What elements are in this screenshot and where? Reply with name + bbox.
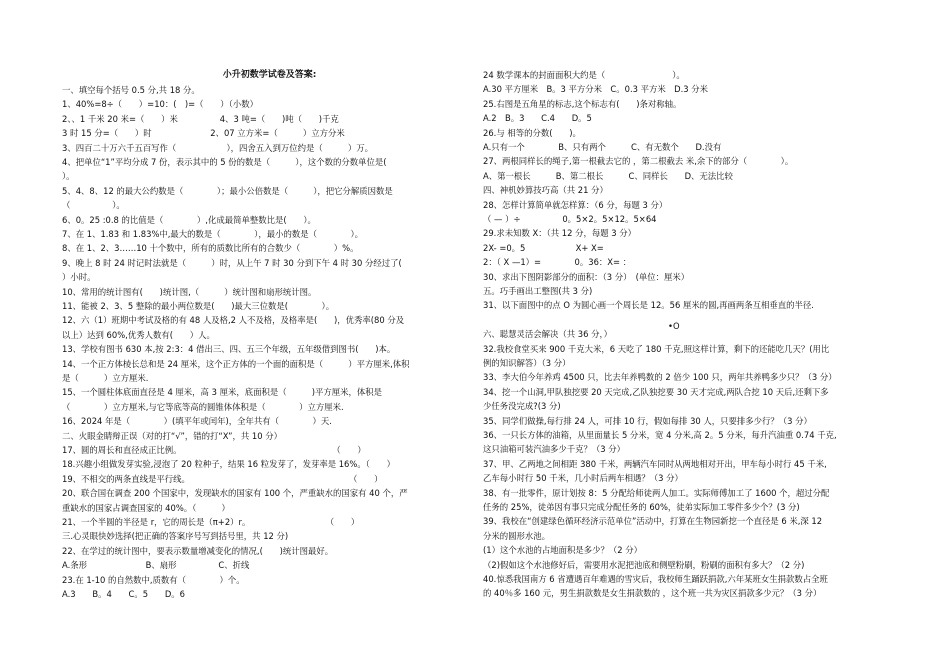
text-line: 40.惊悉我国南方 6 省遭遇百年难遇的雪灾后，我校师生踊跃捐款,六年某班女生捐款数占全班 [483,574,828,584]
text-line: 20、联合国在调查 200 个国家中，发现缺水的国家有 100 个，严重缺水的国家有 40 个，严 [62,488,408,499]
text-line: 9、晚上 8 时 24 时记时法就是（ ）时，从上午 7 时 30 分到下午 4 时 30 分经过了( [62,257,402,268]
text-line: 21、一个半圆的半径是 r，它的周长是（π+2）r。 （ ） [62,517,360,527]
text-line: 的 40％多 160 元，男生捐款数是女生捐款数的 ，这个班一共为灾区捐款多少元？（3 分） [483,588,822,599]
text-line: 23.在 1-10 的自然数中,质数有（ ）个。 [62,574,245,585]
text-line: 四、神机妙算技巧高（共 21 分） [483,185,608,196]
text-line: A.2 B。3 C.4 D。5 [483,113,592,124]
text-line: 六、聪慧灵活会解决（共 36 分，） [483,329,613,340]
text-line: 2、、1 千米 20 米=（ ）米 4、3 吨=（ )吨（ )千克 [62,113,339,124]
page-title: 小升初数学试卷及答案: [222,70,317,80]
text-line: 11、能被 2、3、5 整除的最小两位数是( )最大三位数是( ）。 [62,301,335,311]
text-line: 例的知识解答）（3 分） [483,358,571,368]
text-line: 3 时 15 分=（ ）时 2、07 立方米=（ ）立方分米 [62,128,345,139]
text-line: 二、火眼金睛辩正误（对的打“√”，错的打“X”，共 10 分） [62,430,282,441]
text-line: 27、两根同样长的绳子,第一根截去它的 ，第二根截去 米,余下的部分（ ）。 [483,156,794,167]
text-line: 36、一只长方体的油箱，从里面量长 5 分米，宽 4 分米,高 2。5 分米，每升汽油重 0.74 千克, [483,430,837,440]
text-line: 38、有一批零件，原计划按 8：5 分配给师徒两人加工。实际师傅加工了 1600 个，超过分配 [483,487,830,498]
text-line: 12、六（1）班期中考试及格的有 48 人及格,2 人不及格，及格率是( )，优秀率(80 分及 [62,315,405,326]
text-line: (1）这个水池的占地面积是多少？（2 分） [483,545,642,556]
text-line: （ ）。 [62,200,125,211]
text-line: 19、不相交的两条直线是平行线。 （ ） [62,473,383,484]
text-line: 18.兴趣小组做发芽实验,浸泡了 20 粒种子，结果 16 粒发芽了，发芽率是 16%。（ ） [62,459,396,470]
text-line: A.只有一个 B、只有两个 C、有无数个 D.没有 [483,142,722,152]
text-line: 34、挖一个山洞,甲队独挖要 20 天完成,乙队独挖要 30 天才完成,两队合挖 10 天后,还剩下多 [483,386,829,397]
text-line: 重缺水的国家占调查国家的 40%。（ ） [62,502,230,513]
text-line: A.30 平方厘米 B。3 平方分米 C。0.3 平方米 D.3 分米 [483,84,708,95]
text-line: 39、我校在“创建绿色循环经济示范单位”活动中，打算在生物园新挖一个直径是 6 米,深 12 [483,516,823,527]
text-line: 26.与 相等的分数( )。 [483,127,581,138]
text-line: 22、在学过的统计图中，要表示数量增减变化的情况,( )统计图最好。 [62,545,334,556]
text-line: 17、圆的周长和直径成正比例。 （ ） [62,445,366,455]
text-line: 一、填空每个括号 0.5 分,共 18 分。 [62,85,200,95]
text-line: •O [668,320,680,331]
text-line: （2)假如这个水池修好后，需要用水泥把池底和侧壁粉刷，粉刷的面积有多大？（2 分) [483,559,805,570]
text-line: 五。巧手画出工整图(共 3 分) [483,286,593,296]
text-line: 15、一个圆柱体底面直径是 4 厘米，高 3 厘米，底面积是（ )平方厘米，体积是 [62,387,382,398]
text-line: 1、40%=8÷（ ）=10：( )=（ ）（小数） [62,99,258,110]
text-line: 乙车每小时行 50 千米，几小时后两车相遇？（3 分） [483,473,683,484]
text-line: 2：（ X —1）= 0。36：X= ： [483,257,632,268]
text-line: 4、把单位“1”平均分成 7 份，表示其中的 5 份的数是（ ），这个数的分数单位是( [62,157,387,167]
text-line: 24 数学课本的封面面积大约是（ ）。 [483,70,685,80]
text-line: 30、求出下图阴影部分的面积：（3 分） (单位：厘米） [483,271,690,282]
text-line: 分米的圆形水池。 [483,530,550,541]
text-line: 14、一个正方体棱长总和是 24 厘米，这个正方体的一个面的面积是（ ）平方厘米,体积 [62,358,410,369]
text-line: 8、在 1、2、3……10 十个数中，所有的质数比所有的合数少（ ）%。 [62,243,359,254]
text-line: 28、怎样计算简单就怎样算：（6 分，每题 3 分） [483,199,668,210]
text-line: 37、甲、乙两地之间相距 380 千米，两辆汽车同时从两地相对开出，甲车每小时行 45 千米, [483,458,827,469]
text-line: 是（ ）立方厘米. [62,373,149,383]
text-line: 以上）达到 60%,优秀人数有( ）人。 [62,329,215,340]
text-line: 10、常用的统计图有( )统计图,（ ）统计图和扇形统计图。 [62,286,317,297]
text-line: 25.右图是五角星的标志,这个标志有( )条对称轴。 [483,98,682,109]
text-line: ）。 [62,171,75,182]
text-line: （ — ）÷ 0。5×2。5×12。5×64 [483,214,657,224]
text-line: 29.求未知数 X：（共 12 分，每题 3 分） [483,228,637,239]
text-line: A.3 B。4 C。5 D。6 [62,589,185,599]
text-line: 31、以下面图中的点 O 为圆心画一个周长是 12。56 厘米的圆,再画两条互相垂直的半径. [483,300,814,311]
text-line: 3、四百二十万六千五百写作（ ），四舍五入到万位约是（ ）万。 [62,142,374,153]
text-line: 13、学校有图书 630 本,按 2:3：4 借出三、四、五三个年级，五年级借到图书( )本。 [62,344,396,355]
text-line: A、第一根长 B、第二根长 C、同样长 D、无法比较 [483,170,733,181]
text-line: 33、李大伯今年养鸡 4500 只，比去年养鸭数的 2 倍少 100 只，两年共养鸭多少只？（3 分） [483,372,837,383]
text-line: 32.我校食堂买来 900 千克大米，6 天吃了 180 千克,照这样计算，剩下的还能吃几天？(用比 [483,343,830,354]
text-line: 这只油箱可装汽油多少千克？（3 分） [483,444,625,455]
text-line: 7、在 1、1.83 和 1.83%中,最大的数是（ ），最小的数是（ ）。 [62,229,364,239]
text-line: A.条形 B、扇形 C、折线 [62,560,250,571]
text-line: ）小时。 [62,272,96,283]
text-line: 任务的 25%，徒弟因有事只完成分配任务的 60%，徒弟实际加工零件多少个？(3 分) [483,502,800,512]
text-line: 16、2024 年是（ ）(填平年或闰年)，全年共有（ ）天. [62,416,332,427]
text-line: 6、0。25 :0.8 的比值是（ ）,化成最简单整数比是( ）。 [62,214,316,225]
text-line: 2X- =0。5 X+ X= [483,242,604,253]
text-line: 5、4、8、12 的最大公约数是（ ）；最小公倍数是（ ），把它分解质因数是 [62,185,393,196]
text-line: 三.心灵眼快妙选择(把正确的答案序号写到括号里，共 12 分) [62,531,289,542]
text-line: （ ）立方厘米,与它等底等高的圆锥体体积是（ ）立方厘米. [62,401,344,412]
text-line: 35、同学们做操,每行排 24 人，可排 10 行，假如每排 30 人，只要排多少行？（3 分） [483,415,812,426]
text-line: 少任务没完成?(3 分) [483,401,561,412]
